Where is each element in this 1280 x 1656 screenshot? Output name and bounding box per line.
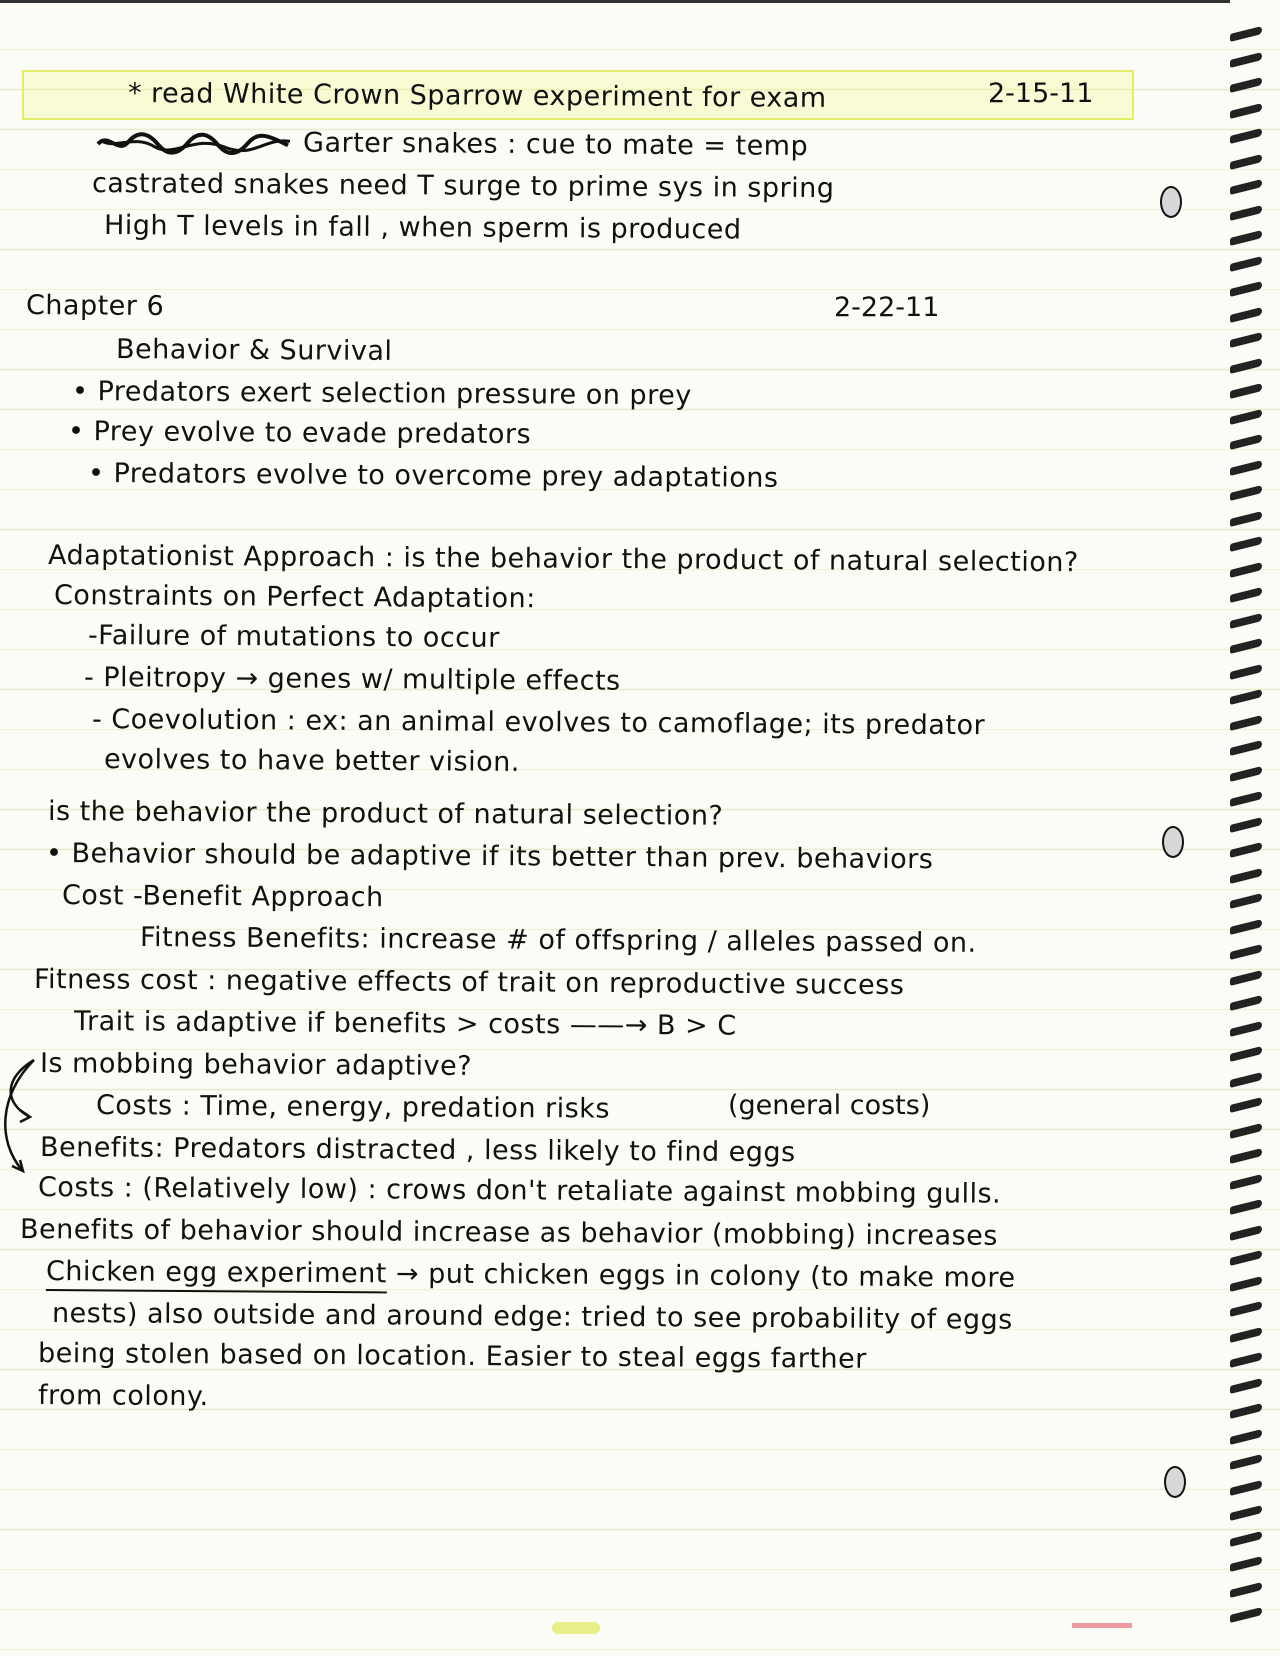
spiral-coil xyxy=(1230,715,1262,731)
failure-line: -Failure of mutations to occur xyxy=(87,620,500,654)
scribble-mark xyxy=(94,130,294,157)
spiral-coil xyxy=(1230,332,1262,348)
should-adaptive-line xyxy=(46,838,934,876)
spiral-coil xyxy=(1230,256,1262,272)
costs-low-line: Costs : (Relatively low) : crows don't retaliate against mobbing gulls. xyxy=(37,1172,1002,1210)
spiral-coil xyxy=(1230,791,1262,807)
spiral-coil xyxy=(1230,179,1262,195)
chicken-egg-rest: → put chicken eggs in colony (to make more xyxy=(395,1258,1016,1294)
spiral-coil xyxy=(1230,766,1262,782)
spiral-coil xyxy=(1230,944,1262,960)
bullet-overcome xyxy=(88,458,779,495)
chicken-egg-line xyxy=(46,1256,1016,1295)
spiral-coil xyxy=(1230,1531,1262,1547)
punch-hole xyxy=(1160,186,1182,218)
spiral-coil xyxy=(1230,562,1262,578)
high-t-line: High T levels in fall , when sperm is produced xyxy=(103,210,742,246)
chicken-egg-label: Chicken egg experiment xyxy=(46,1256,387,1293)
punch-hole xyxy=(1162,826,1184,858)
spiral-coil xyxy=(1230,1199,1262,1215)
spiral-coil xyxy=(1230,1225,1262,1241)
garter-snakes-line xyxy=(94,126,808,163)
trait-adaptive-line: Trait is adaptive if benefits > costs ——→ B > C xyxy=(73,1006,737,1042)
spiral-coil xyxy=(1230,1556,1262,1572)
spiral-coil xyxy=(1230,638,1262,654)
spiral-coil xyxy=(1230,1276,1262,1292)
constraints-line: Constraints on Perfect Adaptation: xyxy=(53,580,536,615)
spiral-coil xyxy=(1230,1403,1262,1419)
cost-benefit-line: Cost -Benefit Approach xyxy=(61,880,384,914)
spiral-coil xyxy=(1230,281,1262,297)
notebook-brand-logo xyxy=(552,1622,600,1634)
nests-line: nests) also outside and around edge: tried to see probability of eggs xyxy=(51,1298,1013,1336)
spiral-coil xyxy=(1230,154,1262,170)
adaptationist-line: Adaptationist Approach : is the behavior the product of natural selection? xyxy=(47,540,1079,579)
spiral-coil xyxy=(1230,1352,1262,1368)
section-subtitle: Behavior & Survival xyxy=(115,334,393,367)
spiral-coil xyxy=(1230,1582,1262,1598)
spiral-coil xyxy=(1230,1021,1262,1037)
spiral-coil xyxy=(1230,1301,1262,1317)
spiral-coil xyxy=(1230,1607,1262,1623)
bullet-dot: • xyxy=(45,838,72,870)
spiral-coil xyxy=(1230,1046,1262,1062)
spiral-coil xyxy=(1230,1480,1262,1496)
spiral-coil xyxy=(1230,1454,1262,1470)
spiral-binding xyxy=(1230,30,1266,1630)
coevolution-line: - Coevolution : ex: an animal evolves to camoflage; its predator xyxy=(91,704,986,742)
spiral-coil xyxy=(1230,460,1262,476)
being-stolen-line: being stolen based on location. Easier to steal eggs farther xyxy=(37,1338,867,1375)
spiral-coil xyxy=(1230,128,1262,144)
bullet-text: Predators evolve to overcome prey adaptations xyxy=(113,458,779,494)
fitness-cost-line: Fitness cost : negative effects of trait on reproductive success xyxy=(33,964,905,1002)
chapter-heading: Chapter 6 xyxy=(25,290,165,322)
benefits-pred-line: Benefits: Predators distracted , less likely to find eggs xyxy=(39,1132,796,1169)
top-reminder: * read White Crown Sparrow experiment for exam xyxy=(127,78,827,114)
spiral-coil xyxy=(1230,77,1262,93)
bullet-dot: • xyxy=(87,458,114,490)
spiral-coil xyxy=(1230,358,1262,374)
spiral-coil xyxy=(1230,409,1262,425)
coevolution-line-2: evolves to have better vision. xyxy=(103,744,520,778)
spiral-coil xyxy=(1230,1429,1262,1445)
date-1: 2-15-11 xyxy=(988,78,1094,109)
date-2: 2-22-11 xyxy=(834,292,940,323)
spiral-coil xyxy=(1230,1072,1262,1088)
notebook-footer-code xyxy=(1072,1623,1132,1628)
page-top-edge xyxy=(0,0,1230,3)
spiral-coil xyxy=(1230,536,1262,552)
from-colony-line: from colony. xyxy=(37,1380,209,1413)
spiral-coil xyxy=(1230,740,1262,756)
mobbing-question-line: Is mobbing behavior adaptive? xyxy=(39,1048,473,1083)
spiral-coil xyxy=(1230,1148,1262,1164)
pleitropy-line: - Pleitropy → genes w/ multiple effects xyxy=(83,662,621,697)
spiral-coil xyxy=(1230,995,1262,1011)
spiral-coil xyxy=(1230,26,1262,42)
spiral-coil xyxy=(1230,307,1262,323)
bullet-dot: • xyxy=(67,416,94,448)
garter-snakes-text: Garter snakes : cue to mate = temp xyxy=(302,127,809,162)
bullet-text: Predators exert selection pressure on prey xyxy=(97,376,692,412)
spiral-coil xyxy=(1230,511,1262,527)
spiral-coil xyxy=(1230,817,1262,833)
spiral-coil xyxy=(1230,1097,1262,1113)
spiral-coil xyxy=(1230,103,1262,119)
bullet-prey xyxy=(68,416,531,451)
spiral-coil xyxy=(1230,485,1262,501)
spiral-coil xyxy=(1230,1505,1262,1521)
spiral-coil xyxy=(1230,664,1262,680)
question-line: is the behavior the product of natural selection? xyxy=(47,796,724,832)
costs-general-line: Costs : Time, energy, predation risks xyxy=(95,1090,611,1125)
spiral-coil xyxy=(1230,1123,1262,1139)
spiral-coil xyxy=(1230,842,1262,858)
general-costs-note: (general costs) xyxy=(728,1090,931,1121)
spiral-coil xyxy=(1230,587,1262,603)
spiral-coil xyxy=(1230,230,1262,246)
spiral-coil xyxy=(1230,1250,1262,1266)
spiral-coil xyxy=(1230,970,1262,986)
spiral-coil xyxy=(1230,52,1262,68)
punch-hole xyxy=(1164,1466,1186,1498)
spiral-coil xyxy=(1230,1327,1262,1343)
bullet-text: Prey evolve to evade predators xyxy=(93,416,532,451)
fitness-benefits-line: Fitness Benefits: increase # of offspring / alleles passed on. xyxy=(139,922,977,959)
spiral-coil xyxy=(1230,893,1262,909)
bullet-dot: • xyxy=(71,376,98,408)
spiral-coil xyxy=(1230,383,1262,399)
spiral-coil xyxy=(1230,868,1262,884)
benefits-increase-line: Benefits of behavior should increase as behavior (mobbing) increases xyxy=(19,1214,998,1252)
spiral-coil xyxy=(1230,434,1262,450)
curved-arrow-icon xyxy=(0,1056,44,1176)
spiral-coil xyxy=(1230,613,1262,629)
bullet-predators xyxy=(72,376,692,412)
should-adaptive-text: Behavior should be adaptive if its better than prev. behaviors xyxy=(71,838,934,876)
spiral-coil xyxy=(1230,1174,1262,1190)
spiral-coil xyxy=(1230,689,1262,705)
castrated-line: castrated snakes need T surge to prime sys in spring xyxy=(91,168,835,205)
spiral-coil xyxy=(1230,1378,1262,1394)
spiral-coil xyxy=(1230,205,1262,221)
spiral-coil xyxy=(1230,919,1262,935)
